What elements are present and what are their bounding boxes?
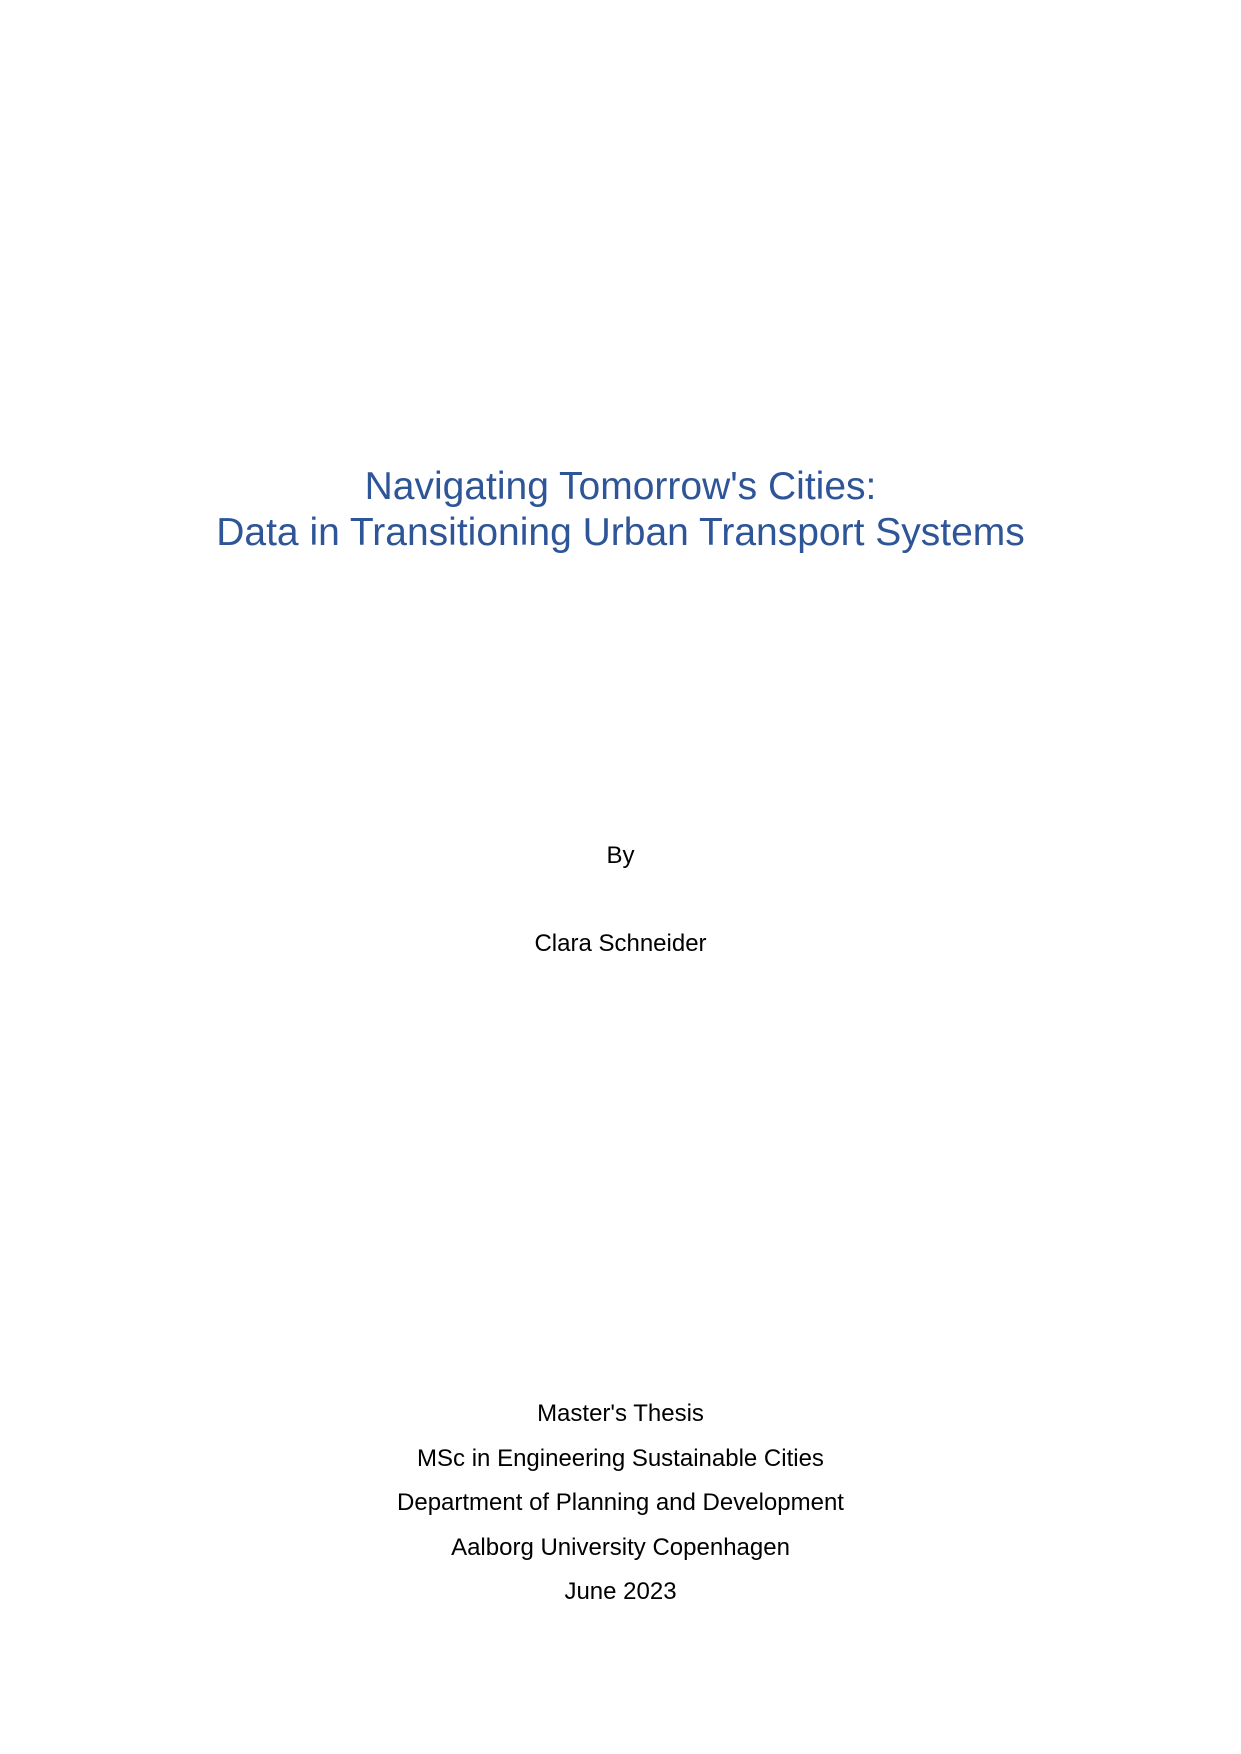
author-name: Clara Schneider <box>534 930 707 957</box>
title-line-1: Navigating Tomorrow's Cities: <box>364 465 877 508</box>
programme-name: MSc in Engineering Sustainable Cities <box>417 1444 824 1472</box>
thesis-details <box>0 1392 1241 1615</box>
department-name: Department of Planning and Development <box>397 1489 844 1516</box>
title-line-2: Data in Transitioning Urban Transport Systems <box>216 511 1025 554</box>
thesis-title <box>0 464 1241 556</box>
thesis-type: Master's Thesis <box>537 1400 704 1427</box>
submission-date: June 2023 <box>564 1578 677 1605</box>
university-name: Aalborg University Copenhagen <box>451 1533 790 1561</box>
by-label: By <box>606 842 635 869</box>
